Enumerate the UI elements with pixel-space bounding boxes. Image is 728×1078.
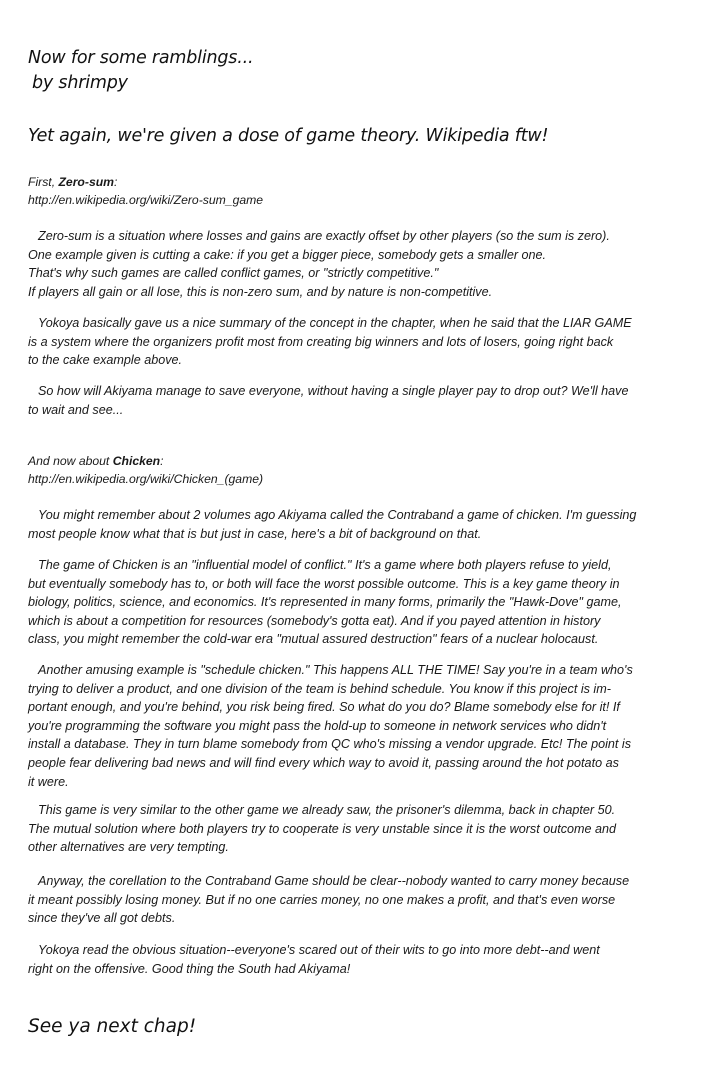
paragraph-line: Zero-sum is a situation where losses and gains are exactly offset by other players (so the sum is zero). <box>38 229 610 243</box>
paragraph-line: install a database. They in turn blame somebody from QC who's missing a vendor upgrade. Etc! The point is <box>28 737 632 752</box>
paragraph-zero-sum-definition <box>28 227 708 301</box>
paragraph-line: Anyway, the corellation to the Contraband Game should be clear--nobody wanted to carry money because <box>38 874 630 888</box>
paragraph-line: it were. <box>28 774 69 789</box>
paragraph-line: The mutual solution where both players try to cooperate is very unstable since it is the worst outcome and <box>28 821 617 836</box>
zero-sum-url: http://en.wikipedia.org/wiki/Zero-sum_game <box>28 193 264 207</box>
paragraph-line: class, you might remember the cold-war era "mutual assured destruction" fears of a nuclear holocaust. <box>28 632 599 647</box>
paragraph-akiyama-question <box>28 382 708 419</box>
paragraph-line: One example given is cutting a cake: if you get a bigger piece, somebody gets a smaller one. <box>28 247 547 262</box>
paragraph-line: The game of Chicken is an "influential model of conflict." It's a game where both players refuse to yield, <box>38 558 612 572</box>
paragraph-line: You might remember about 2 volumes ago Akiyama called the Contraband a game of chicken. I'm guessing <box>38 508 637 522</box>
page-title: Now for some ramblings... <box>28 48 254 68</box>
paragraph-line: That's why such games are called conflict games, or "strictly competitive." <box>28 266 439 281</box>
paragraph-line: If players all gain or all lose, this is non-zero sum, and by nature is non-competitive. <box>28 284 493 299</box>
chicken-url: http://en.wikipedia.org/wiki/Chicken_(game) <box>28 472 264 486</box>
paragraph-line: to wait and see... <box>28 402 124 417</box>
paragraph-schedule-chicken <box>28 661 708 791</box>
paragraph-yokoya-offensive <box>28 941 708 978</box>
paragraph-line: This game is very similar to the other game we already saw, the prisoner's dilemma, back in chapter 50. <box>38 803 616 817</box>
paragraph-line: Another amusing example is "schedule chicken." This happens ALL THE TIME! Say you're in a team who's <box>38 663 633 677</box>
paragraph-yokoya-summary <box>28 314 708 370</box>
chicken-label <box>28 454 164 468</box>
chicken-label-term: Chicken <box>112 454 161 468</box>
byline: by shrimpy <box>32 73 128 93</box>
paragraph-line: people fear delivering bad news and will find every which way to avoid it, passing around the hot potato as <box>28 755 619 770</box>
closing-remark: See ya next chap! <box>28 1016 197 1037</box>
zero-sum-label-prefix: First, <box>28 175 59 189</box>
paragraph-line: biology, politics, science, and economics. It's represented in many forms, primarily the "Hawk-Dove" game, <box>28 595 622 610</box>
paragraph-line: other alternatives are very tempting. <box>28 840 229 855</box>
paragraph-line: but eventually somebody has to, or both will face the worst possible outcome. This is a key game theory in <box>28 576 620 591</box>
paragraph-line: right on the offensive. Good thing the South had Akiyama! <box>28 961 351 976</box>
paragraph-line: Yokoya read the obvious situation--everyone's scared out of their wits to go into more debt--and went <box>38 943 600 957</box>
paragraph-line: which is about a competition for resources (somebody's gotta eat). And if you payed attention in history <box>28 613 601 628</box>
zero-sum-label-suffix: : <box>114 175 118 189</box>
intro-heading: Yet again, we're given a dose of game theory. Wikipedia ftw! <box>28 126 549 146</box>
paragraph-line: portant enough, and you're behind, you risk being fired. So what do you do? Blame somebody else for it! If <box>28 700 620 715</box>
paragraph-chicken-definition <box>28 556 708 649</box>
paragraph-line: trying to deliver a product, and one division of the team is behind schedule. You know if this project is im- <box>28 681 611 696</box>
paragraph-line: since they've all got debts. <box>28 911 176 926</box>
paragraph-line: is a system where the organizers profit most from creating big winners and lots of losers, going right back <box>28 334 614 349</box>
paragraph-contraband-correlation <box>28 872 708 928</box>
zero-sum-label <box>28 175 117 189</box>
zero-sum-label-term: Zero-sum <box>58 175 114 189</box>
paragraph-chicken-intro <box>28 506 708 543</box>
chicken-label-prefix: And now about <box>28 454 113 468</box>
paragraph-prisoners-dilemma <box>28 801 708 857</box>
paragraph-line: to the cake example above. <box>28 353 183 368</box>
chicken-label-suffix: : <box>160 454 164 468</box>
paragraph-line: most people know what that is but just in case, here's a bit of background on that. <box>28 526 482 541</box>
paragraph-line: you're programming the software you might pass the hold-up to someone in network services who didn't <box>28 718 607 733</box>
paragraph-line: Yokoya basically gave us a nice summary of the concept in the chapter, when he said that the LIAR GAME <box>38 316 632 330</box>
paragraph-line: it meant possibly losing money. But if no one carries money, no one makes a profit, and that's even worse <box>28 892 616 907</box>
paragraph-line: So how will Akiyama manage to save everyone, without having a single player pay to drop out? We'll have <box>38 384 629 398</box>
